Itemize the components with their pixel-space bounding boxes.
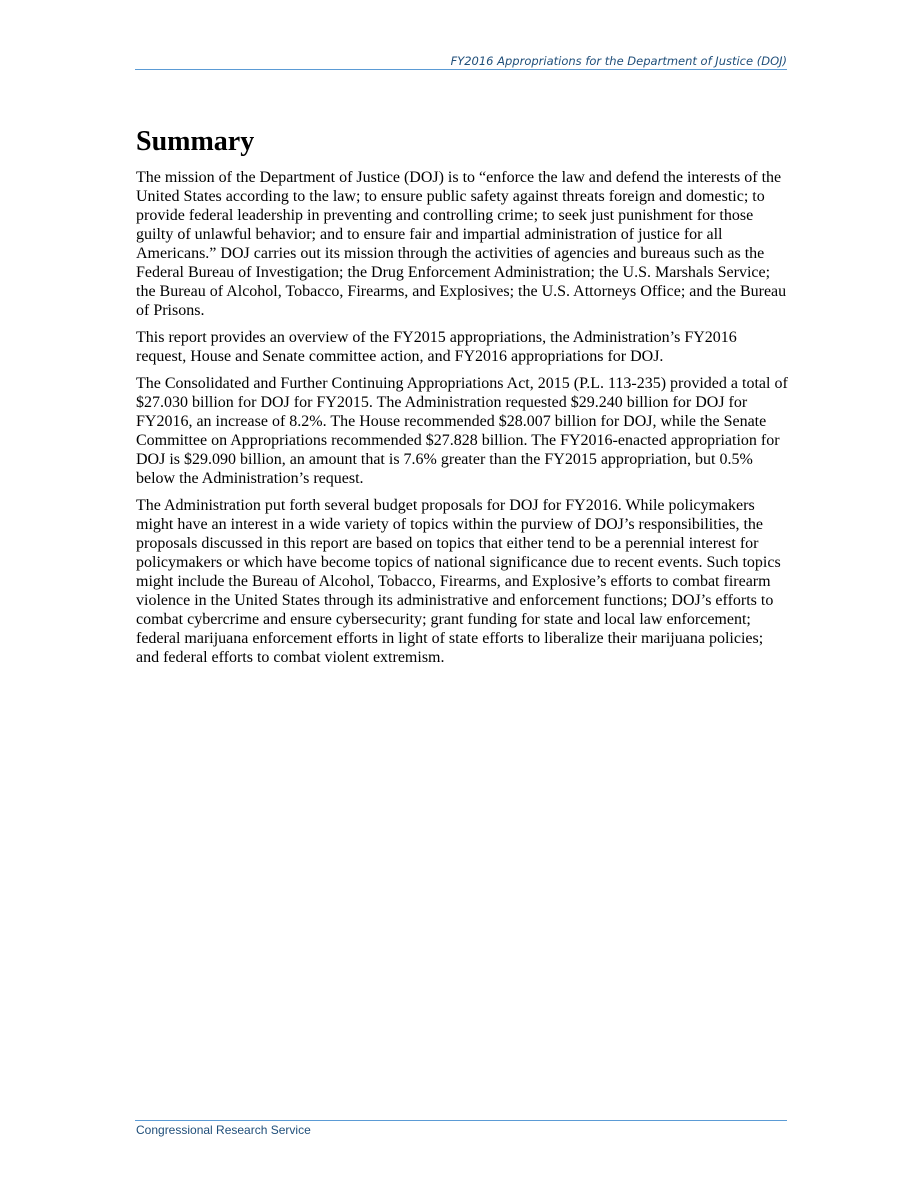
section-title: Summary <box>136 126 255 157</box>
header-divider <box>135 69 787 70</box>
summary-section <box>136 122 788 675</box>
summary-paragraph-4: The Administration put forth several budget proposals for DOJ for FY2016. While policymakers might have an interest in a wide variety of topics within the purview of DOJ’s responsibilities, the proposals discussed in this report are based on topics that either tend to be a perennial interest for policymakers or which have become topics of national significance due to recent events. Such topics might include the Bureau of Alcohol, Tobacco, Firearms, and Explosive’s efforts to combat firearm violence in the United States through its administrative and enforcement functions; DOJ’s efforts to combat cybercrime and ensure cybersecurity; grant funding for state and local law enforcement; federal marijuana enforcement efforts in light of state efforts to liberalize their marijuana policies; and federal efforts to combat violent extremism. <box>136 497 781 666</box>
footer-divider <box>135 1120 787 1121</box>
summary-paragraph-2: This report provides an overview of the FY2015 appropriations, the Administration’s FY2016 request, House and Senate committee action, and FY2016 appropriations for DOJ. <box>136 329 737 365</box>
running-header-title: FY2016 Appropriations for the Department of Justice (DOJ) <box>450 54 787 68</box>
summary-paragraph-1: The mission of the Department of Justice (DOJ) is to “enforce the law and defend the interests of the United States according to the law; to ensure public safety against threats foreign and domestic; to provide federal leadership in preventing and controlling crime; to seek just punishment for those guilty of unlawful behavior; and to ensure fair and impartial administration of justice for all Americans.” DOJ carries out its mission through the activities of agencies and bureaus such as the Federal Bureau of Investigation; the Drug Enforcement Administration; the U.S. Marshals Service; the Bureau of Alcohol, Tobacco, Firearms, and Explosives; the U.S. Attorneys Office; and the Bureau of Prisons. <box>136 169 787 319</box>
footer-organization: Congressional Research Service <box>136 1123 311 1137</box>
summary-paragraph-3: The Consolidated and Further Continuing Appropriations Act, 2015 (P.L. 113-235) provided a total of $27.030 billion for DOJ for FY2015. The Administration requested $29.240 billion for DOJ for FY2016, an increase of 8.2%. The House recommended $28.007 billion for DOJ, while the Senate Committee on Appropriations recommended $27.828 billion. The FY2016-enacted appropriation for DOJ is $29.090 billion, an amount that is 7.6% greater than the FY2015 appropriation, but 0.5% below the Administration’s request. <box>136 375 788 487</box>
